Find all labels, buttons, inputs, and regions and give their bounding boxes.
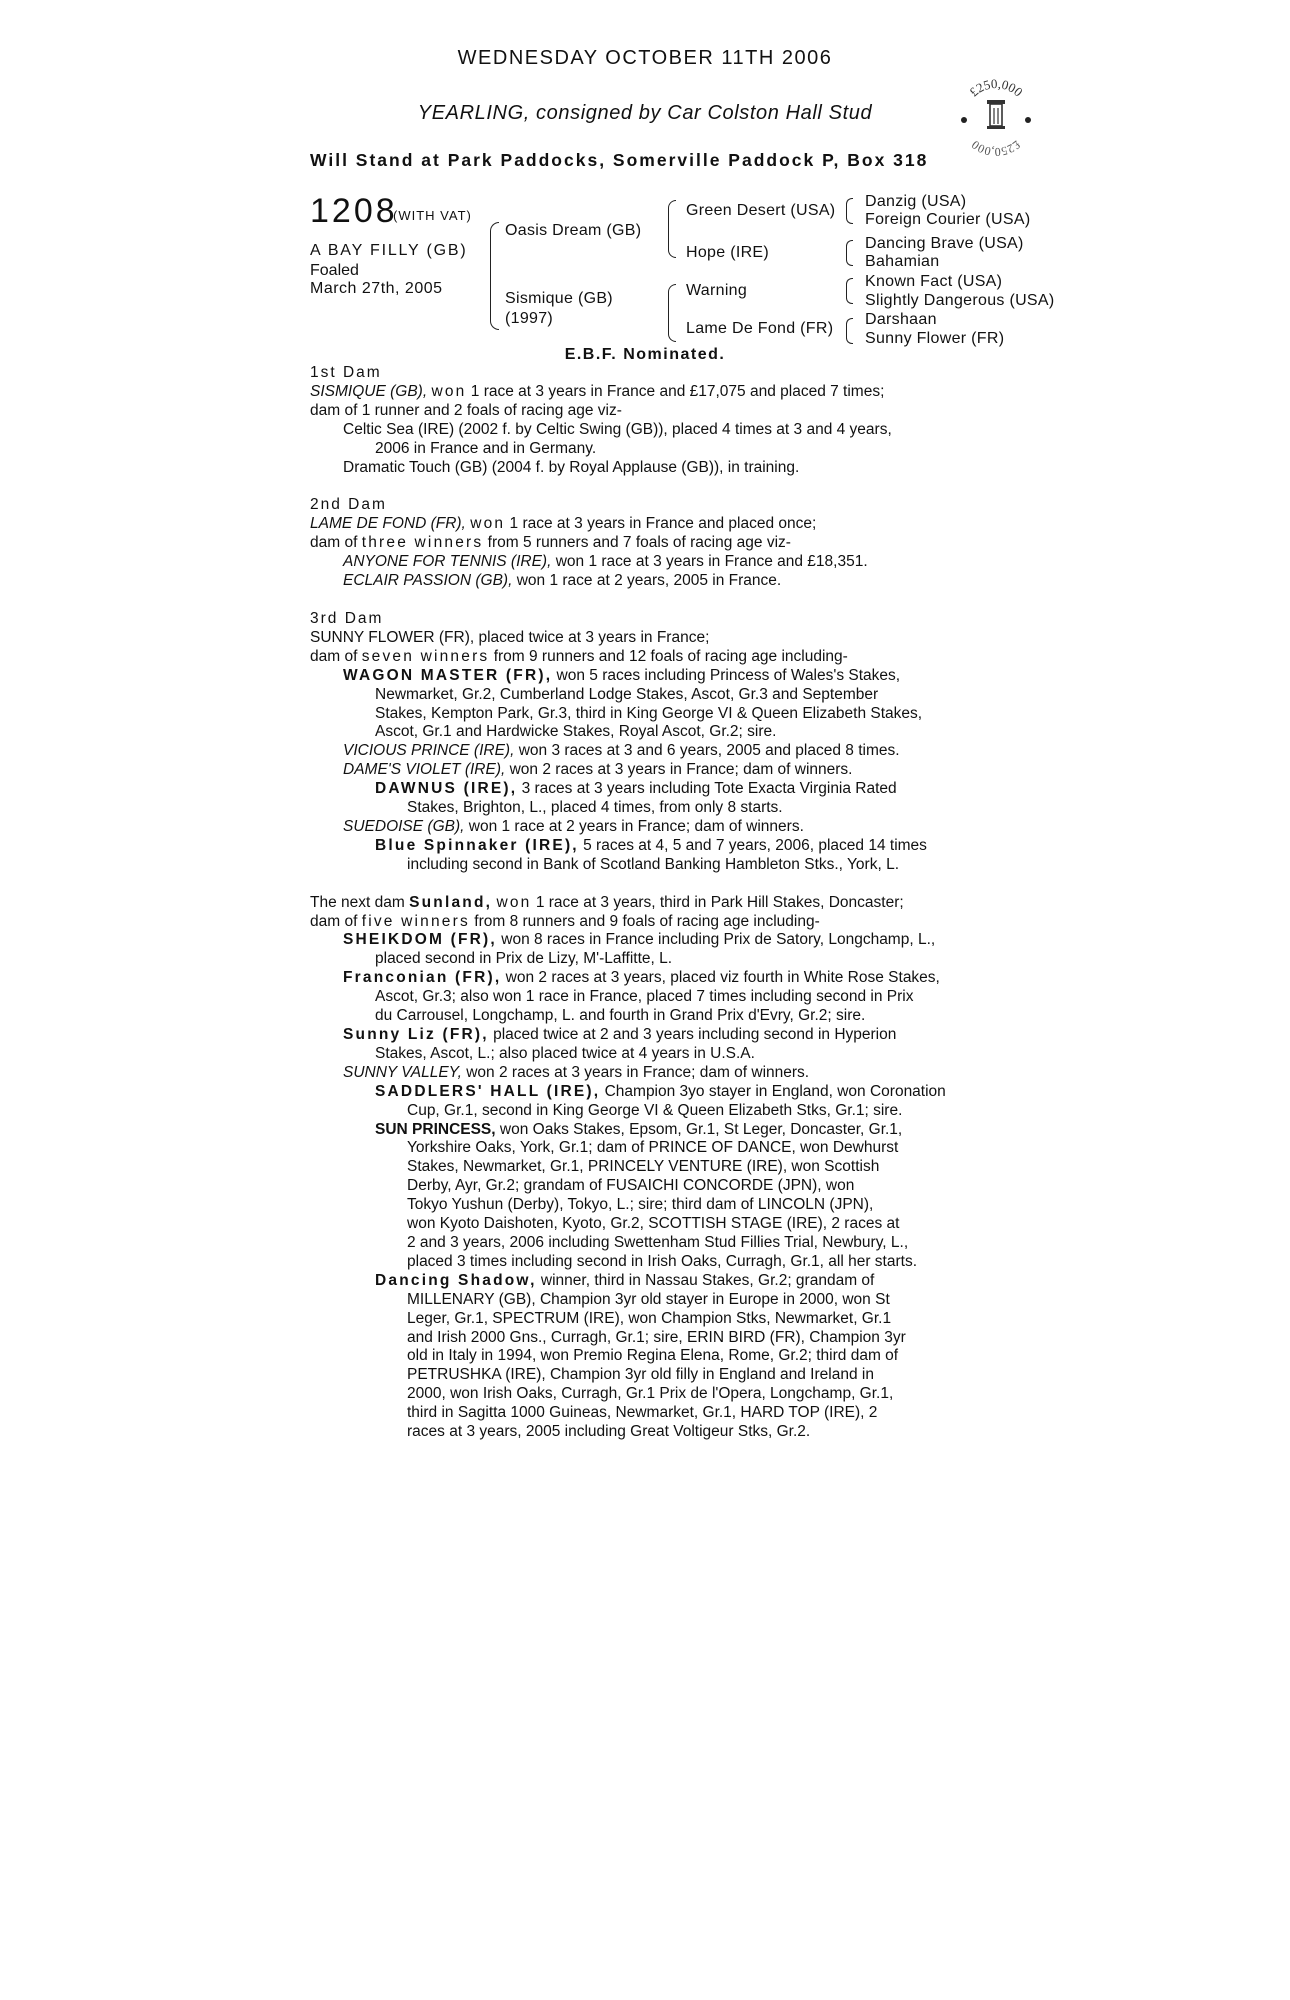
produce-item: Franconian (FR), won 2 races at 3 years, placed viz fourth in White Rose Stakes, <box>343 969 940 987</box>
pedigree-g2: Foreign Courier (USA) <box>865 211 1031 228</box>
produce-item: ANYONE FOR TENNIS (IRE), won 1 race at 3 years in France and £18,351. <box>343 553 868 571</box>
produce-subitem-cont: Stakes, Brighton, L., placed 4 times, from only 8 starts. <box>407 799 783 817</box>
third-dam-summary: SUNNY FLOWER (FR), placed twice at 3 years in France; <box>310 628 710 646</box>
consignor-line: YEARLING, consigned by Car Colston Hall Stud <box>417 102 873 124</box>
second-dam-summary: LAME DE FOND (FR), won 1 race at 3 years in France and placed once; <box>310 515 817 533</box>
lot-number: 1208 <box>310 192 398 230</box>
pedigree-brace-sire <box>668 200 676 258</box>
pedigree-g8: Sunny Flower (FR) <box>865 330 1005 347</box>
produce-item: DAME'S VIOLET (IRE), won 2 races at 3 years in France; dam of winners. <box>343 761 853 779</box>
ebf-nominated: E.B.F. Nominated. <box>564 346 726 363</box>
third-dam-heading: 3rd Dam <box>310 609 384 627</box>
pedigree-sire: Oasis Dream (GB) <box>505 222 642 239</box>
sale-date: WEDNESDAY OCTOBER 11TH 2006 <box>457 47 833 69</box>
first-dam-heading: 1st Dam <box>310 364 382 381</box>
pedigree-dam-year: (1997) <box>505 310 554 327</box>
pedigree-g5: Known Fact (USA) <box>865 273 1003 290</box>
svg-text:£250,000: £250,000 <box>968 137 1024 160</box>
produce-subitem-cont: old in Italy in 1994, won Premio Regina Elena, Rome, Gr.2; third dam of <box>407 1347 899 1365</box>
produce-subitem-cont: Derby, Ayr, Gr.2; grandam of FUSAICHI CONCORDE (JPN), won <box>407 1177 855 1195</box>
pedigree-brace-g4 <box>846 318 853 344</box>
produce-item-cont: Ascot, Gr.1 and Hardwicke Stakes, Royal Ascot, Gr.2; sire. <box>375 723 777 741</box>
svg-text:£250,000: £250,000 <box>966 75 1026 100</box>
produce-item-cont: du Carrousel, Longchamp, L. and fourth in Grand Prix d'Evry, Gr.2; sire. <box>375 1007 866 1025</box>
pedigree-g4: Bahamian <box>865 253 940 270</box>
pedigree-sire-sire: Green Desert (USA) <box>686 202 836 219</box>
third-dam-produce: dam of seven winners from 9 runners and 12 foals of racing age including- <box>310 647 848 665</box>
produce-subitem-cont: Leger, Gr.1, SPECTRUM (IRE), won Champion Stks, Newmarket, Gr.1 <box>407 1309 892 1327</box>
pedigree-brace-g1 <box>846 198 853 224</box>
produce-subitem-cont: Cup, Gr.1, second in King George VI & Queen Elizabeth Stks, Gr.1; sire. <box>407 1101 903 1119</box>
produce-item-cont: Ascot, Gr.3; also won 1 race in France, placed 7 times including second in Prix <box>375 988 914 1006</box>
foaled-label: Foaled <box>310 262 359 279</box>
produce-item: Celtic Sea (IRE) (2002 f. by Celtic Swing (GB)), placed 4 times at 3 and 4 years, <box>343 420 892 438</box>
pedigree-g6: Slightly Dangerous (USA) <box>865 292 1055 309</box>
produce-subitem-cont: third in Sagitta 1000 Guineas, Newmarket, Gr.1, HARD TOP (IRE), 2 <box>407 1404 878 1422</box>
produce-subitem-cont: including second in Bank of Scotland Banking Hambleton Stks., York, L. <box>407 855 899 873</box>
second-dam-produce: dam of three winners from 5 runners and 7 foals of racing age viz- <box>310 534 791 552</box>
foaled-date: March 27th, 2005 <box>310 280 443 297</box>
pedigree-sire-dam: Hope (IRE) <box>686 244 770 261</box>
produce-subitem-cont: Stakes, Newmarket, Gr.1, PRINCELY VENTURE (IRE), won Scottish <box>407 1158 880 1176</box>
produce-item-cont: 2006 in France and in Germany. <box>375 439 597 457</box>
produce-item: SUEDOISE (GB), won 1 race at 2 years in France; dam of winners. <box>343 817 804 835</box>
pedigree-dam-dam: Lame De Fond (FR) <box>686 320 834 337</box>
produce-item: Sunny Liz (FR), placed twice at 2 and 3 years including second in Hyperion <box>343 1026 897 1043</box>
produce-item: WAGON MASTER (FR), won 5 races including Princess of Wales's Stakes, <box>343 666 901 684</box>
pedigree-brace-g3 <box>846 278 853 304</box>
produce-item: SUNNY VALLEY, won 2 races at 3 years in France; dam of winners. <box>343 1063 810 1081</box>
produce-subitem-cont: races at 3 years, 2005 including Great Voltigeur Stks, Gr.2. <box>407 1423 811 1441</box>
produce-subitem: DAWNUS (IRE), 3 races at 3 years including Tote Exacta Virginia Rated <box>375 780 897 798</box>
stand-location: Will Stand at Park Paddocks, Somerville Paddock P, Box 318 <box>310 150 929 170</box>
pedigree-dam: Sismique (GB) <box>505 290 613 307</box>
pedigree-g1: Danzig (USA) <box>865 193 967 210</box>
produce-item-cont: Stakes, Ascot, L.; also placed twice at 4 years in U.S.A. <box>375 1044 755 1062</box>
pedigree-brace-dam <box>668 284 676 342</box>
produce-subitem: SADDLERS' HALL (IRE), Champion 3yo stayer in England, won Coronation <box>375 1082 946 1100</box>
produce-item: SHEIKDOM (FR), won 8 races in France including Prix de Satory, Longchamp, L., <box>343 931 936 949</box>
next-dam-summary: The next dam Sunland, won 1 race at 3 years, third in Park Hill Stakes, Doncaster; <box>310 893 904 911</box>
produce-subitem: Dancing Shadow, winner, third in Nassau Stakes, Gr.2; grandam of <box>375 1271 875 1289</box>
produce-subitem-cont: 2000, won Irish Oaks, Curragh, Gr.1 Prix de l'Opera, Longchamp, Gr.1, <box>407 1385 894 1403</box>
produce-subitem: Blue Spinnaker (IRE), 5 races at 4, 5 and 7 years, 2006, placed 14 times <box>375 836 927 854</box>
pedigree-g7: Darshaan <box>865 311 937 328</box>
produce-record <box>310 364 986 1442</box>
produce-subitem-cont: PETRUSHKA (IRE), Champion 3yr old filly in England and Ireland in <box>407 1366 874 1384</box>
pedigree-dam-sire: Warning <box>686 282 748 299</box>
second-dam-heading: 2nd Dam <box>310 496 387 514</box>
produce-subitem-cont: MILLENARY (GB), Champion 3yr old stayer in Europe in 2000, won St <box>407 1290 890 1308</box>
produce-item-cont: Newmarket, Gr.2, Cumberland Lodge Stakes, Ascot, Gr.3 and September <box>375 685 879 703</box>
produce-item-cont: placed second in Prix de Lizy, M'-Laffitte, L. <box>375 950 673 968</box>
price-seal-stamp <box>952 72 1040 160</box>
first-dam-produce: dam of 1 runner and 2 foals of racing age viz- <box>310 401 622 419</box>
lot-description: A BAY FILLY (GB) <box>310 242 468 259</box>
produce-subitem-cont: Tokyo Yushun (Derby), Tokyo, L.; sire; third dam of LINCOLN (JPN), <box>407 1196 874 1214</box>
produce-item-cont: Stakes, Kempton Park, Gr.3, third in King George VI & Queen Elizabeth Stakes, <box>375 704 923 722</box>
pedigree-brace-main <box>490 222 499 330</box>
produce-subitem-cont: placed 3 times including second in Irish Oaks, Curragh, Gr.1, all her starts. <box>407 1252 918 1270</box>
next-dam-produce: dam of five winners from 8 runners and 9 foals of racing age including- <box>310 912 820 930</box>
produce-subitem-cont: and Irish 2000 Gns., Curragh, Gr.1; sire, ERIN BIRD (FR), Champion 3yr <box>407 1328 906 1346</box>
lot-vat-note: (WITH VAT) <box>393 208 472 223</box>
produce-subitem-cont: 2 and 3 years, 2006 including Swettenham Stud Fillies Trial, Newbury, L., <box>407 1233 909 1251</box>
first-dam-summary: SISMIQUE (GB), won 1 race at 3 years in France and £17,075 and placed 7 times; <box>310 382 885 400</box>
pedigree-brace-g2 <box>846 240 853 266</box>
produce-subitem-cont: Yorkshire Oaks, York, Gr.1; dam of PRINCE OF DANCE, won Dewhurst <box>407 1139 899 1157</box>
produce-subitem-cont: won Kyoto Daishoten, Kyoto, Gr.2, SCOTTISH STAGE (IRE), 2 races at <box>407 1215 900 1233</box>
produce-item: Dramatic Touch (GB) (2004 f. by Royal Applause (GB)), in training. <box>343 458 800 476</box>
produce-subitem: SUN PRINCESS, won Oaks Stakes, Epsom, Gr.1, St Leger, Doncaster, Gr.1, <box>375 1120 903 1138</box>
produce-item: VICIOUS PRINCE (IRE), won 3 races at 3 and 6 years, 2005 and placed 8 times. <box>343 742 900 760</box>
produce-item: ECLAIR PASSION (GB), won 1 race at 2 years, 2005 in France. <box>343 572 782 590</box>
pedigree-g3: Dancing Brave (USA) <box>865 235 1024 252</box>
